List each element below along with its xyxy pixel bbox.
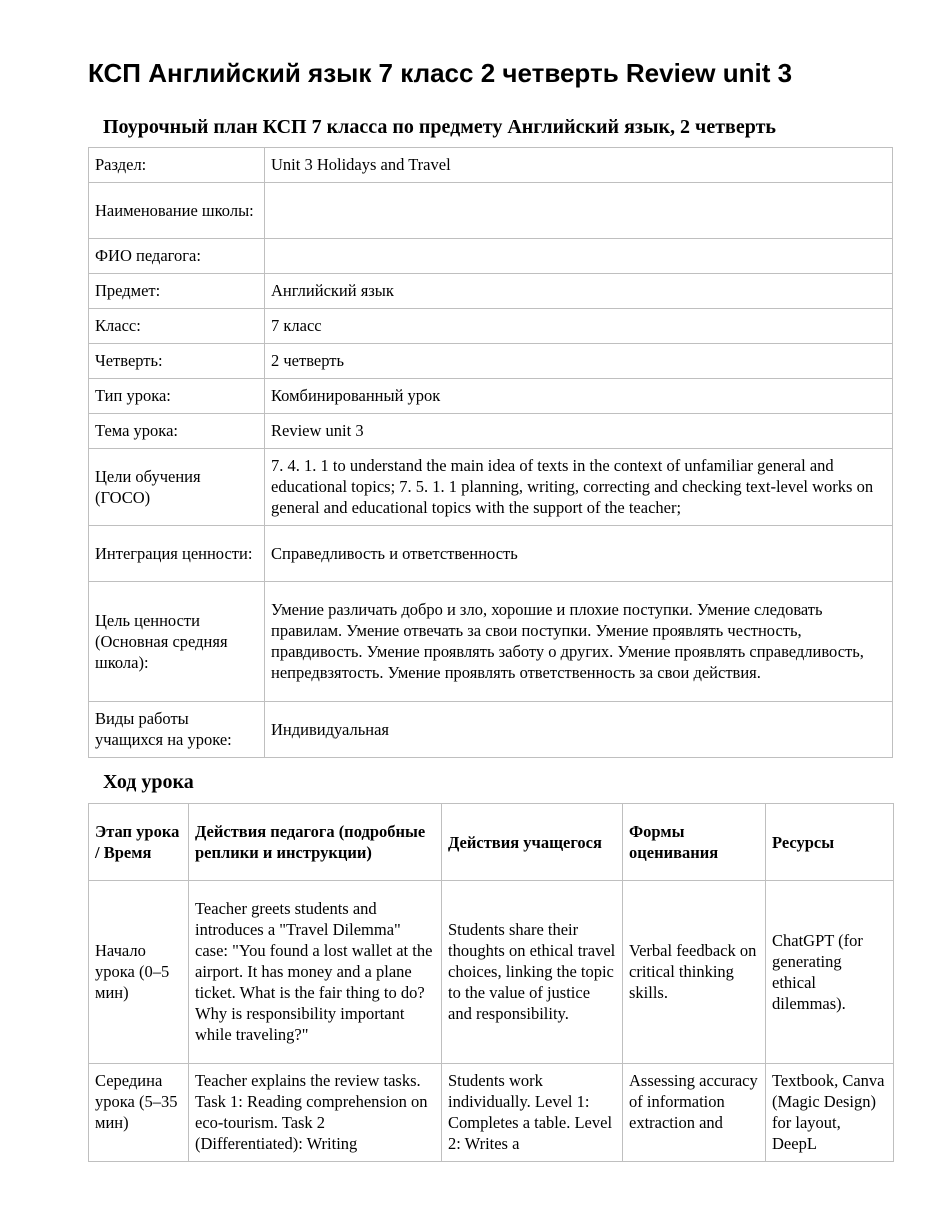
lesson-assessment [623,1064,766,1162]
info-row-value-goal [89,582,893,702]
lesson-info-table [88,147,893,758]
lesson-row-start [89,881,894,1064]
info-value: 7. 4. 1. 1 to understand the main idea of texts in the context of unfamiliar general and educational topics; 7. 5. 1. 1 planning, writing, correcting and checking text-level works on general and educational topics with the support of the teacher; [265,449,893,526]
info-row-learning-goals [89,449,893,526]
info-row-grade [89,309,893,344]
lesson-header-row [89,804,894,881]
info-row-quarter [89,344,893,379]
info-row-school [89,183,893,239]
info-row-section [89,148,893,183]
lesson-row-middle [89,1064,894,1162]
document-title: КСП Английский язык 7 класс 2 четверть Review unit 3 [88,58,793,88]
info-key: Четверть: [89,344,265,379]
info-key: Цель ценности (Основная средняя школа): [89,582,265,702]
plan-title: Поурочный план КСП 7 класса по предмету Английский язык, 2 четверть [103,116,776,138]
lesson-assessment-text: Assessing accuracy of information extraction and [629,1071,758,1132]
lesson-student-actions [442,1064,623,1162]
info-value: Английский язык [265,274,893,309]
header-stage: Этап урока / Время [89,804,189,881]
info-value: Индивидуальная [265,702,893,758]
info-key: Раздел: [89,148,265,183]
info-row-lesson-type [89,379,893,414]
info-row-work-types [89,702,893,758]
info-value: Review unit 3 [265,414,893,449]
info-key: Цели обучения (ГОСО) [89,449,265,526]
lesson-teacher-actions-text: Teacher explains the review tasks. Task 1: Reading comprehension on eco-tourism. Task 2 (Differentiated): Writing [195,1071,428,1153]
info-value [265,183,893,239]
info-key: Класс: [89,309,265,344]
info-key: Тема урока: [89,414,265,449]
lesson-resources [766,1064,894,1162]
info-key: ФИО педагога: [89,239,265,274]
info-row-value-integration [89,526,893,582]
lesson-student-actions-text: Students work individually. Level 1: Completes a table. Level 2: Writes a [448,1071,613,1153]
lesson-resources-text: Textbook, Canva (Magic Design) for layout, DeepL [772,1071,885,1153]
lesson-stage [89,1064,189,1162]
lesson-assessment: Verbal feedback on critical thinking skills. [623,881,766,1064]
lesson-stage: Начало урока (0–5 мин) [89,881,189,1064]
info-key: Интеграция ценности: [89,526,265,582]
lesson-teacher-actions [189,1064,442,1162]
header-student-actions: Действия учащегося [442,804,623,881]
info-row-teacher [89,239,893,274]
lesson-progress-table [88,803,894,1162]
info-value: Справедливость и ответственность [265,526,893,582]
info-value: 7 класс [265,309,893,344]
lesson-resources: ChatGPT (for generating ethical dilemmas). [766,881,894,1064]
header-resources: Ресурсы [766,804,894,881]
info-value: Unit 3 Holidays and Travel [265,148,893,183]
header-teacher-actions: Действия педагога (подробные реплики и инструкции) [189,804,442,881]
info-value: 2 четверть [265,344,893,379]
info-key: Виды работы учащихся на уроке: [89,702,265,758]
header-assessment: Формы оценивания [623,804,766,881]
info-value: Умение различать добро и зло, хорошие и плохие поступки. Умение следовать правилам. Умение отвечать за свои поступки. Умение проявлять честность, правдивость. Умение проявлять заботу о других. Умение проявлять справедливость, непредвзятость. Умение проявлять ответственность за свои действия. [265,582,893,702]
lesson-teacher-actions: Teacher greets students and introduces a "Travel Dilemma" case: "You found a lost wallet at the airport. It has money and a plane ticket. What is the fair thing to do? Why is responsibility important while traveling?" [189,881,442,1064]
info-row-subject [89,274,893,309]
info-row-lesson-topic [89,414,893,449]
info-key: Предмет: [89,274,265,309]
lesson-stage-text: Середина урока (5–35 мин) [95,1071,178,1132]
info-value [265,239,893,274]
info-key: Тип урока: [89,379,265,414]
info-key: Наименование школы: [89,183,265,239]
lesson-progress-title: Ход урока [103,771,194,793]
info-value: Комбинированный урок [265,379,893,414]
lesson-student-actions: Students share their thoughts on ethical travel choices, linking the topic to the value of justice and responsibility. [442,881,623,1064]
